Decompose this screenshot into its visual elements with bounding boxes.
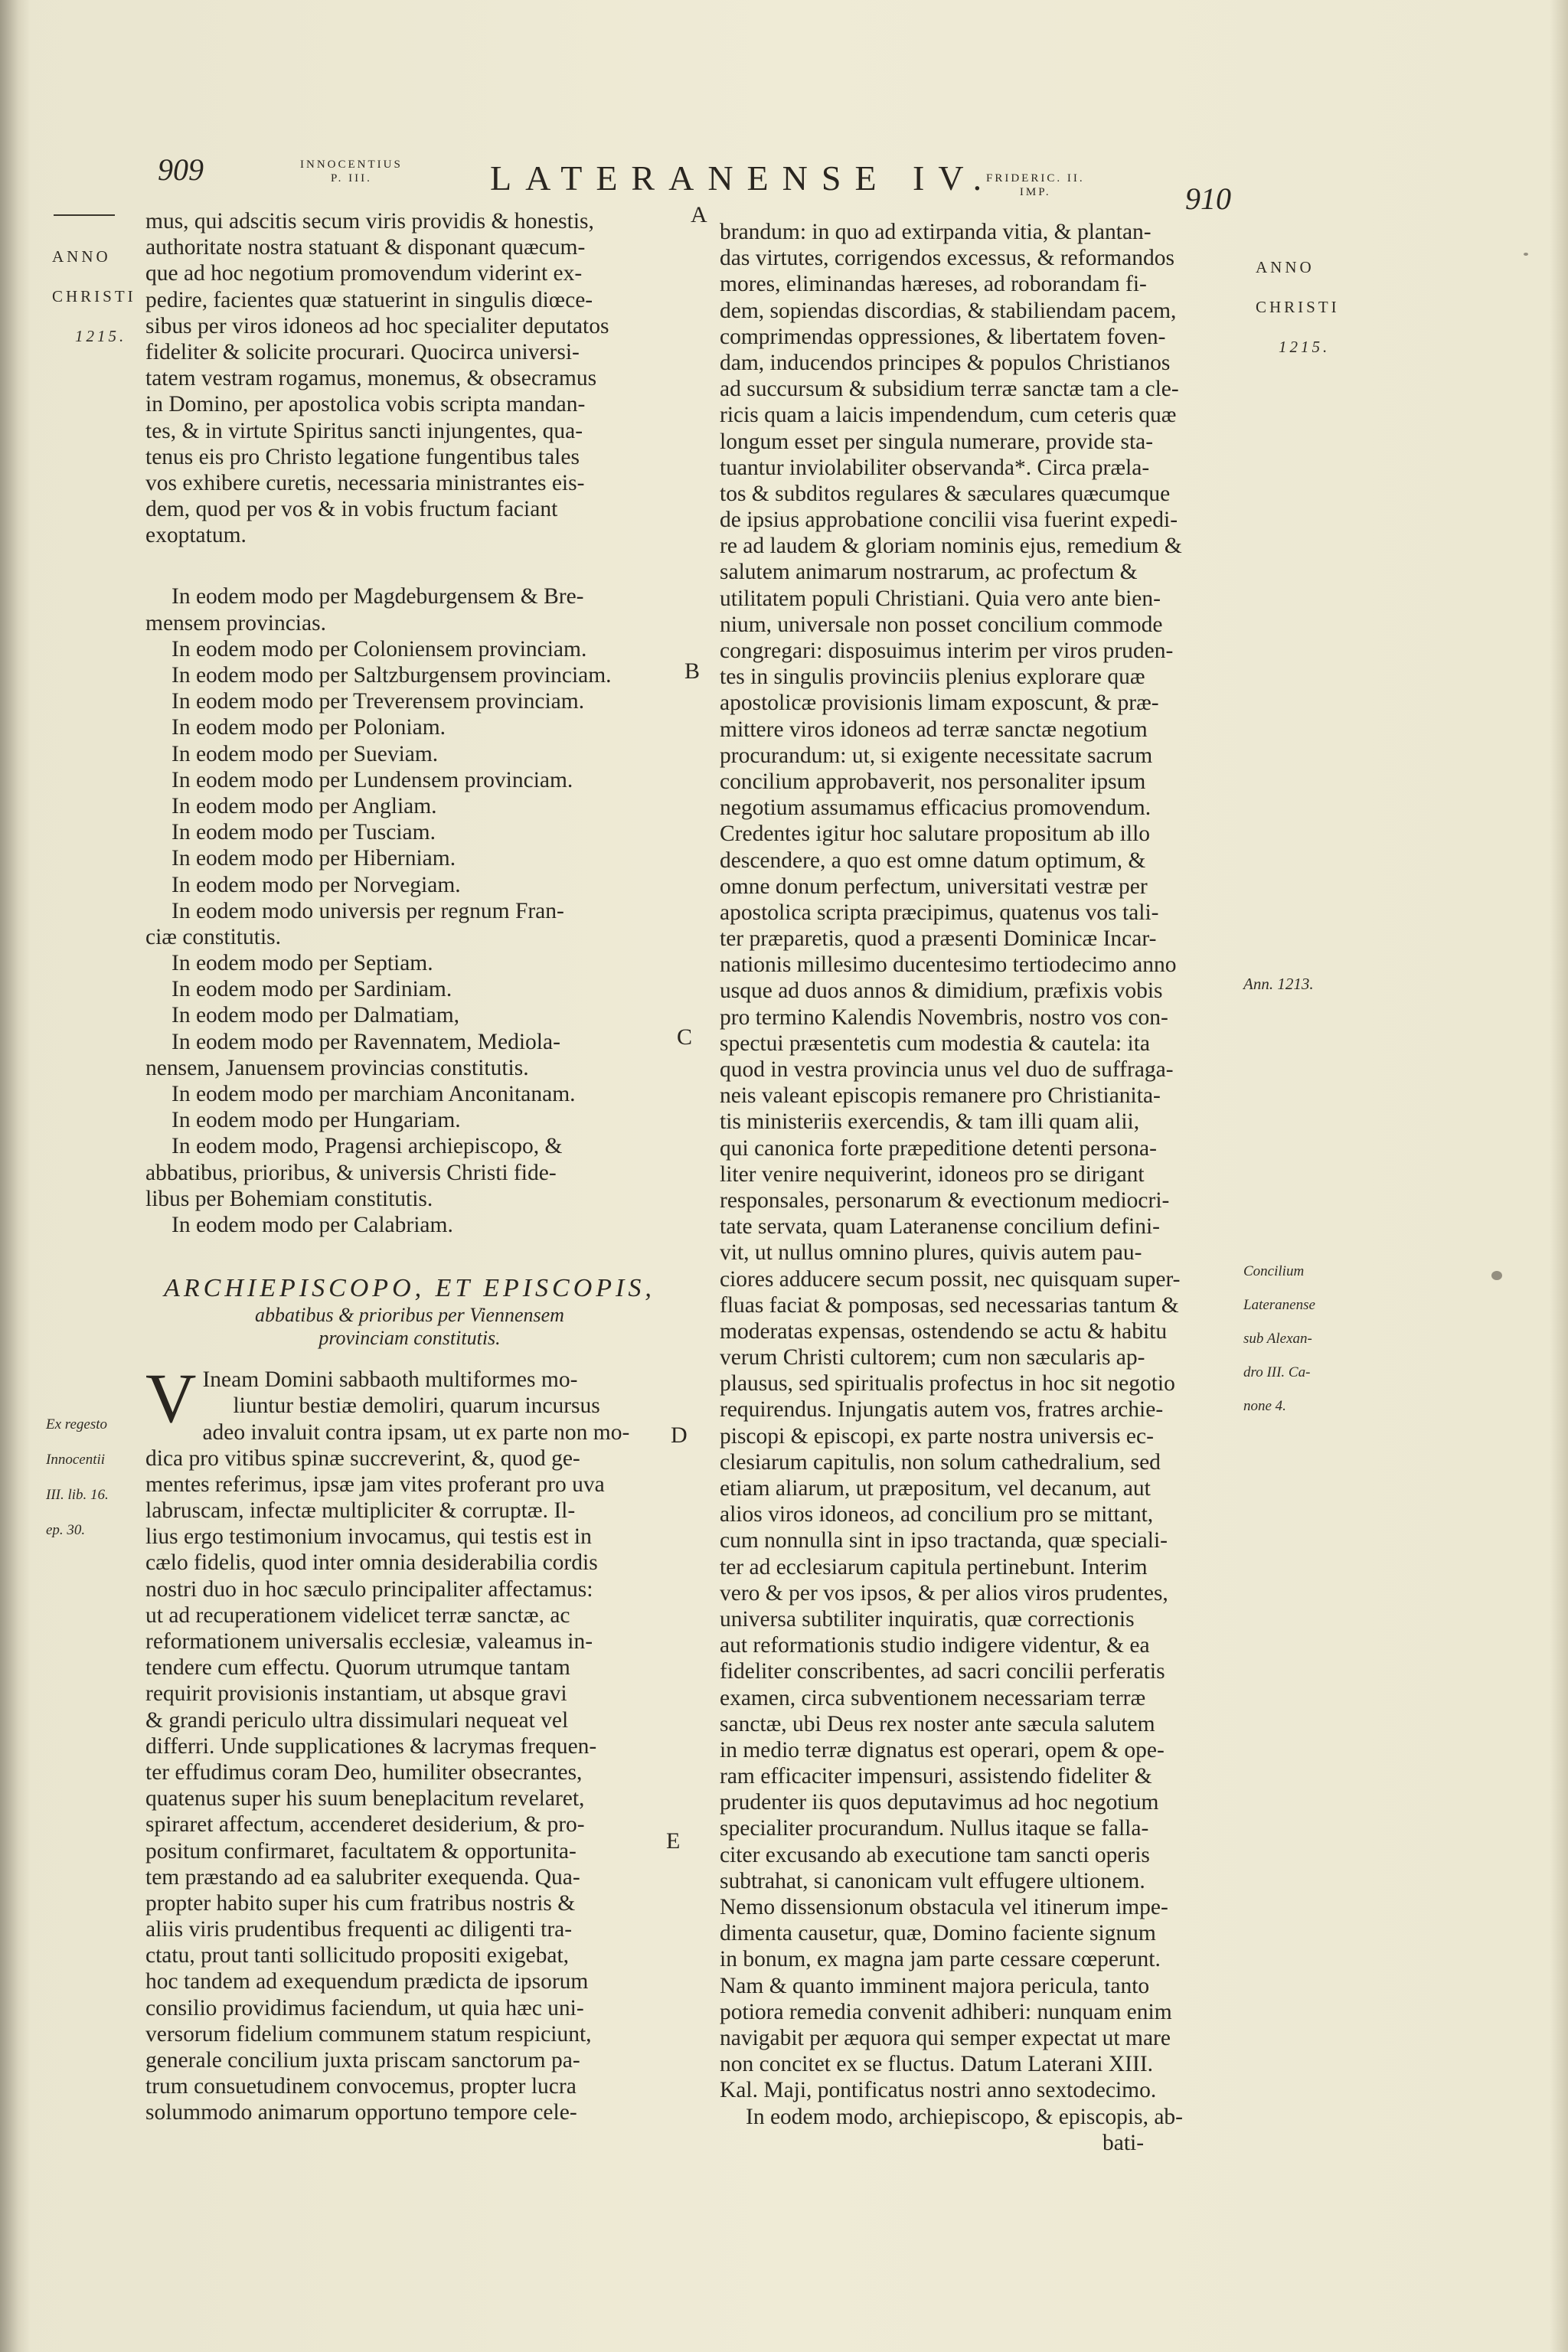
text-line: hoc tandem ad exequendum prædicta de ipsorum [145,1969,589,1994]
margin-ann-right: Ann. 1213. [1243,975,1314,993]
margin-year-word: CHRISTI [52,287,136,305]
letter-subheading-line: provinciam constitutis. [318,1327,501,1350]
running-head-left-line: INNOCENTIUS [300,158,403,171]
province-line: abbatibus, prioribus, & universis Christi fide- [145,1160,557,1185]
province-line: In eodem modo universis per regnum Fran- [172,898,564,923]
text-line: potiora remedia convenit adhiberi: nunquam enim [720,1999,1172,2024]
margin-concilium-line: Lateranense [1243,1297,1315,1313]
spacer [145,1350,674,1367]
text-line: longum esset per singula numerare, provide sta- [720,429,1154,454]
margin-year-word: ANNO [1256,258,1315,276]
text-line: requirendus. Injungatis autem vos, fratres archie- [720,1397,1164,1423]
section-letter-e: E [666,1828,681,1854]
text-line: clesiarum capitulis, non solum cathedralium, sed [720,1449,1161,1475]
text-line: brandum: in quo ad extirpanda vitia, & plantan- [720,220,1152,244]
province-line: libus per Bohemiam constitutis. [145,1186,433,1211]
section-letter-d: D [671,1423,688,1448]
text-line: Ineam Domini sabbaoth multiformes mo- [202,1367,578,1393]
text-line: differri. Unde supplicationes & lacrymas frequen- [145,1733,597,1759]
margin-year-right [1256,237,1340,377]
text-line: dem, sopiendas discordias, & stabiliendam pacem, [720,298,1177,323]
running-head-right-line: FRIDERIC. II. [986,172,1085,185]
section-letter-a: A [691,202,707,227]
text-line: quatenus super his suum beneplacitum revelaret, [145,1786,585,1811]
text-line: dica pro vitibus spinæ succreverint, &, quod ge- [145,1446,580,1471]
text-line: tenus eis pro Christo legatione fungentibus tales [145,444,580,469]
province-line: In eodem modo per Hungariam. [172,1108,461,1133]
text-line: concilium approbaverit, nos personaliter ipsum [720,769,1146,794]
province-line: In eodem modo per marchiam Anconitanam. [172,1082,576,1106]
text-line: consilio providimus faciendum, ut quia hæc uni- [145,1995,584,2020]
margin-year-word: CHRISTI [1256,298,1340,316]
margin-concilium-line: dro III. Ca- [1243,1364,1311,1380]
text-line: plausus, sed spiritualis profectus in hoc sit negotio [720,1371,1175,1396]
text-line: tes, & in virtute Spiritus sancti injungentes, qua- [145,418,583,443]
text-line: das virtutes, corrigendos excessus, & reformandos [720,246,1174,271]
text-line: cum nonnulla sint in ipso tractanda, quæ speciali- [720,1528,1168,1553]
text-line: mus, qui adscitis secum viris providis & honestis, [145,209,594,234]
margin-year-left [52,227,136,366]
running-head-left-line: P. III. [330,172,372,185]
text-line: navigabit per æquora qui semper expectat ut mare [720,2025,1171,2050]
margin-year-number: 1215. [1279,338,1331,356]
text-line: moderatas expensas, ostendendo se actu & habitu [720,1318,1168,1344]
text-line: ciores adducere secum possit, nec quisquam super- [720,1266,1181,1292]
right-body [720,219,1240,2156]
text-line: comprimendas oppressiones, & libertatem foven- [720,324,1166,349]
text-line: specialiter procurandum. Nullus itaque se falla- [720,1816,1149,1841]
spacer [145,548,674,583]
text-line: que ad hoc negotium promovendum viderint ex- [145,261,583,286]
running-head-right-line: IMP. [1019,186,1051,198]
text-line: tendere cum effectu. Quorum utrumque tantam [145,1655,570,1681]
text-line: qui canonica forte præpeditione detenti persona- [720,1135,1157,1161]
province-line: In eodem modo per Ravennatem, Mediola- [172,1029,560,1054]
running-title: LATERANENSE IV. [490,158,996,198]
text-line: non concitet ex se fluctus. Datum Laterani XIII. [720,2052,1154,2077]
text-line: mentes referimus, ipsæ jam vites proferant pro uva [145,1472,605,1497]
text-line: tes in singulis provinciis plenius explorare quæ [720,665,1145,690]
text-line: tatem vestram rogamus, monemus, & obsecramus [145,366,597,391]
province-line: ciæ constitutis. [145,924,281,949]
province-line: In eodem modo per Norvegiam. [172,872,461,897]
margin-source-line: ep. 30. [46,1522,86,1538]
running-head-left [300,158,403,185]
text-line: fluas faciat & pomposas, sed necessarias tantum & [720,1292,1179,1318]
text-line: labruscam, infectæ multipliciter & corruptæ. Il- [145,1498,576,1524]
letter-heading: ARCHIEPISCOPO, ET EPISCOPIS, [164,1274,655,1303]
text-line: dam, inducendos principes & populos Christianos [720,350,1171,375]
margin-source-left [46,1398,109,1557]
text-line: in Domino, per apostolica vobis scripta mandan- [145,392,586,417]
text-line: propter habito super his cum fratribus nostris & [145,1890,576,1916]
text-line: in bonum, ex magna jam parte cessare cœperunt. [720,1947,1161,1972]
text-line: tuantur inviolabiliter observanda*. Circa præla- [720,455,1150,480]
text-line: positum confirmaret, facultatem & opportunita- [145,1838,577,1864]
province-line: In eodem modo per Hiberniam. [172,846,456,871]
text-line: fideliter & solicite procurari. Quocirca universi- [145,339,580,364]
margin-concilium-line: Concilium [1243,1263,1305,1279]
text-line: aut reformationis studio indigere videntur, & ea [720,1633,1150,1658]
province-line: In eodem modo per Poloniam. [172,715,446,740]
text-line: ctatu, prout tanti sollicitudo propositi exigebat, [145,1943,570,1968]
text-line: ad succursum & subsidium terræ sanctæ tam a cle- [720,377,1179,402]
text-line: nium, universale non posset concilium commode [720,612,1163,637]
province-line: In eodem modo per Coloniensem provinciam. [172,636,587,662]
province-line: In eodem modo per Angliam. [172,793,437,818]
text-line: pro termino Kalendis Novembris, nostro vos con- [720,1004,1168,1030]
text-line: re ad laudem & gloriam nominis ejus, remedium & [720,534,1182,559]
text-line: cælo fidelis, quod inter omnia desiderabilia cordis [145,1550,598,1576]
text-line: salutem animarum nostrarum, ac profectum & [720,560,1138,585]
text-line: etiam aliarum, ut præpositum, vel decanum, aut [720,1476,1151,1501]
province-line: In eodem modo per Sardiniam. [172,977,452,1002]
margin-source-line: Ex regesto [46,1416,108,1432]
margin-source-line: Innocentii [46,1452,106,1468]
text-line: piscopi & episcopi, ex parte nostra universis ec- [720,1423,1154,1449]
margin-concilium-line: sub Alexan- [1243,1331,1312,1347]
text-line: tate servata, quam Lateranense concilium defini- [720,1214,1160,1240]
text-line: ricis quam a laicis impendendum, cum ceteris quæ [720,403,1177,428]
province-line: In eodem modo per Septiam. [172,951,433,976]
text-line: verum Christi cultorem; cum non sæcularis ap- [720,1345,1145,1370]
text-line: apostolica scripta præcipimus, quatenus vos tali- [720,900,1159,925]
section-letter-c: C [677,1024,693,1050]
text-line: dem, quod per vos & in vobis fructum faciant [145,497,558,522]
text-line: citer excusando ab executione tam sancti operis [720,1842,1150,1867]
text-line: subtrahat, si canonicam vult effugere ultionem. [720,1868,1145,1893]
text-line: spectui præsentetis cum modestia & cautela: ita [720,1031,1150,1056]
text-line: examen, circa subventionem necessariam terræ [720,1685,1146,1710]
text-line: ram efficaciter impensuri, assistendo fideliter & [720,1764,1152,1789]
text-line: utilitatem populi Christiani. Quia vero ante bien- [720,586,1161,611]
text-line: responsales, personarum & evectionum mediocri- [720,1187,1170,1213]
text-line: & grandi periculo ultra dissimulari nequeat vel [145,1707,569,1733]
margin-year-number: 1215. [75,327,127,345]
page-edge [1550,0,1568,2352]
text-line: tis ministeriis exercendis, & tam illi quam alii, [720,1109,1140,1135]
text-line: ter ad ecclesiarum capitula pertinebunt. Interim [720,1554,1148,1579]
text-line: in medio terræ dignatus est operari, opem & ope- [720,1737,1165,1762]
text-line: exoptatum. [145,523,247,548]
text-line: spiraret affectum, accenderet desiderium, & pro- [145,1812,585,1838]
letter-body [145,1359,674,2125]
text-line: Credentes igitur hoc salutare propositum ab illo [720,822,1151,847]
text-line: ter præparetis, quod a præsenti Dominicæ Incar- [720,926,1157,952]
paper-speck [1524,253,1528,256]
text-line: tos & subditos regulares & sæculares quæcumque [720,481,1171,506]
drop-cap: V [145,1359,197,1438]
running-head-right [986,172,1085,199]
text-line: mittere viros idoneos ad terræ sanctæ negotium [720,717,1148,742]
text-line: fideliter conscribentes, ad sacri concilii perferatis [720,1659,1165,1684]
margin-source-line: III. lib. 16. [46,1487,109,1503]
province-line: In eodem modo per Sueviam. [172,741,439,766]
text-line: procurandum: ut, si exigente necessitate sacrum [720,743,1153,768]
province-line: nensem, Januensem provincias constitutis. [145,1055,529,1080]
text-line: versorum fidelium communem statum respiciunt, [145,2021,592,2047]
binding-shadow [0,0,31,2352]
text-line: trum consuetudinem convocemus, propter lucra [145,2074,577,2099]
text-line: apostolicæ provisionis limam exposcunt, & præ- [720,691,1159,716]
text-line: Nemo dissensionum obstacula vel itinerum impe- [720,1895,1168,1919]
text-line: neis valeant episcopis remanere pro Christianita- [720,1083,1161,1109]
text-line: liter venire nequiverint, idoneos pro se dirigant [720,1161,1145,1187]
text-line: solummodo animarum opportuno tempore cele- [145,2100,577,2125]
text-line: liuntur bestiæ demoliri, quarum incursus [233,1393,600,1419]
province-line: mensem provincias. [145,610,326,635]
page-number-left: 909 [158,152,204,187]
text-line: adeo invaluit contra ipsam, ut ex parte non mo- [202,1419,630,1445]
text-line: nostri duo in hoc sæculo principaliter affectamus: [145,1576,593,1602]
text-line: tem præstando ad ea salubriter exequenda. Qua- [145,1864,580,1890]
text-line: ter effudimus coram Deo, humiliter obsecrantes, [145,1759,583,1785]
province-line: In eodem modo per Treverensem provinciam. [172,689,585,714]
left-intro-paragraph [145,208,674,548]
section-letter-b: B [684,658,701,684]
text-line: Nam & quanto imminent majora pericula, tanto [720,1973,1150,1998]
text-line: In eodem modo, archiepiscopo, & episcopis, ab- [746,2104,1184,2129]
text-line: reformationem universalis ecclesiæ, valeamus in- [145,1629,593,1654]
text-line: vit, ut nullus omnino plures, quivis autem pau- [720,1240,1142,1266]
page-number-right: 910 [1185,181,1231,216]
text-line: ut ad recuperationem videlicet terræ sanctæ, ac [145,1602,570,1628]
text-line: prudenter iis quos deputavimus ad hoc negotium [720,1790,1159,1815]
province-line: In eodem modo, Pragensi archiepiscopo, & [172,1134,563,1159]
text-line: bati- [1102,2130,1145,2155]
text-line: sanctæ, ubi Deus rex noster ante sæcula salutem [720,1711,1155,1736]
text-line: Kal. Maji, pontificatus nostri anno sextodecimo. [720,2078,1157,2103]
province-line: In eodem modo per Lundensem provinciam. [172,767,573,792]
text-line: usque ad duos annos & dimidium, præfixis vobis [720,978,1163,1004]
right-column [720,219,1240,2156]
text-line: descendere, a quo est omne datum optimum, & [720,848,1146,873]
margin-rule [54,214,115,216]
text-line: negotium assumamus efficacius promovendum. [720,795,1152,821]
text-line: sibus per viros idoneos ad hoc specialiter deputatos [145,313,609,338]
text-line: aliis viris prudentibus frequenti ac diligenti tra- [145,1917,573,1942]
margin-concilium-right [1243,1246,1315,1432]
text-line: generale concilium juxta priscam sanctorum pa- [145,2048,580,2073]
province-line: In eodem modo per Dalmatiam, [172,1003,460,1028]
text-line: congregari: disposuimus interim per viros pruden- [720,639,1174,663]
text-line: lius ergo testimonium invocamus, qui testis est in [145,1524,592,1550]
text-line: dimenta causetur, quæ, Domino faciente signum [720,1921,1156,1946]
text-line: vos exhibere curetis, necessaria ministrantes eis- [145,470,585,495]
province-line: In eodem modo per Tusciam. [172,820,436,845]
province-list [145,583,674,1238]
text-line: requirit provisionis instantiam, ut absque gravi [145,1681,567,1707]
text-line: vero & per vos ipsos, & per alios viros prudentes, [720,1580,1168,1606]
left-column [145,208,674,2126]
text-line: pedire, facientes quæ statuerint in singulis diœce- [145,287,593,312]
spacer [145,1238,674,1273]
province-line: In eodem modo per Calabriam. [172,1212,453,1237]
text-line: quod in vestra provincia unus vel duo de suffraga- [720,1057,1174,1082]
text-line: authoritate nostra statuant & disponant quæcum- [145,235,586,260]
text-line: mores, eliminandas hæreses, ad roborandam fi- [720,272,1147,297]
margin-year-word: ANNO [52,247,111,266]
text-line: de ipsius approbatione concilii visa fuerint expedi- [720,508,1178,533]
province-line: In eodem modo per Magdeburgensem & Bre- [172,584,584,609]
letter-subheading-line: abbatibus & prioribus per Viennensem [255,1304,564,1327]
text-line: omne donum perfectum, universitati vestræ per [720,874,1148,899]
text-line: nationis millesimo ducentesimo tertiodecimo anno [720,952,1177,978]
province-line: In eodem modo per Saltzburgensem provinciam. [172,663,612,688]
margin-concilium-line: none 4. [1243,1398,1286,1414]
text-line: universa subtiliter inquiratis, quæ correctionis [720,1606,1135,1632]
paper-speck [1491,1271,1502,1280]
text-line: alios viros idoneos, ad concilium pro se mittant, [720,1502,1154,1527]
